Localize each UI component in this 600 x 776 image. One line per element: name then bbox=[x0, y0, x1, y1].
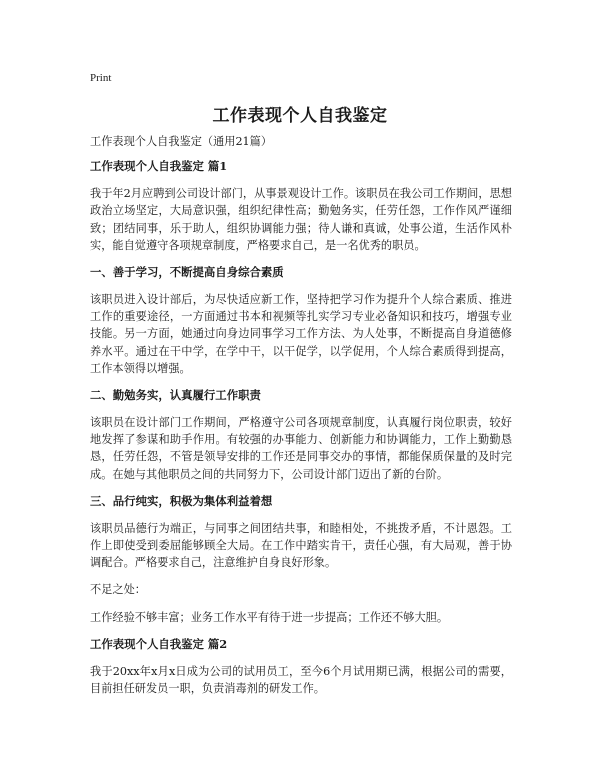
shortcomings-text: 工作经验不够丰富；业务工作水平有待于进一步提高；工作还不够大胆。 bbox=[90, 610, 449, 624]
document-body bbox=[90, 133, 512, 707]
shortcomings-label: 不足之处： bbox=[90, 583, 146, 597]
document-subtitle: 工作表现个人自我鉴定（通用21篇） bbox=[90, 135, 273, 148]
section1-intro: 我于年2月应聘到公司设计部门，从事景观设计工作。该职员在我公司工作期间，思想政治立场坚定，大局意识强，组织纪律性高；勤勉务实，任劳任怨，工作作风严谨细致；团结同事，乐于助人，组织协调能力强；待人谦和真诚，处事公道，生活作风朴实，能自觉遵守各项规章制度，严格要求自己，是一名优秀的职员。 bbox=[90, 187, 512, 252]
section1-sub2-text: 该职员在设计部门工作期间，严格遵守公司各项规章制度，认真履行岗位职责，较好地发挥了参谋和助手作用。有较强的办事能力、创新能力和协调能力，工作上勤勤恳恳，任劳任怨，不管是领导安排的工作还是同事交办的事情，都能保质保量的及时完成。在她与其他职员之间的共同努力下，公司设计部门迈出了新的台阶。 bbox=[90, 416, 512, 481]
section2-intro: 我于20xx年x月x日成为公司的试用员工，至今6个月试用期已满，根据公司的需要，目前担任研发员一职，负责消毒剂的研发工作。 bbox=[90, 664, 512, 696]
section1-sub3-heading: 三、品行纯实，积极为集体利益着想 bbox=[90, 493, 273, 508]
section1-sub3-text: 该职员品德行为端正，与同事之间团结共事，和睦相处，不挑拨矛盾，不计恩怨。工作上即使受到委屈能够顾全大局。在工作中踏实肯干，责任心强，有大局观，善于协调配合。严格要求自己，注意维护自身良好形象。 bbox=[90, 521, 512, 570]
section2-heading: 工作表现个人自我鉴定 篇2 bbox=[90, 636, 228, 651]
print-label: Print bbox=[90, 72, 112, 84]
section1-sub1-heading: 一、善于学习，不断提高自身综合素质 bbox=[90, 265, 284, 280]
document-title: 工作表现个人自我鉴定 bbox=[212, 106, 388, 126]
section1-sub1-text: 该职员进入设计部后，为尽快适应新工作，坚持把学习作为提升个人综合素质、推进工作的重要途径，一方面通过书本和视频等扎实学习专业必备知识和技巧，增强专业技能。另一方面，她通过向身边同事学习工作方法、为人处事，不断提高自身道德修养水平。通过在干中学，在学中干，以干促学，以学促用，个人综合素质得到提高，工作本领得以增强。 bbox=[90, 293, 512, 375]
section1-sub2-heading: 二、勤勉务实，认真履行工作职责 bbox=[90, 388, 261, 403]
section1-heading: 工作表现个人自我鉴定 篇1 bbox=[90, 159, 228, 174]
